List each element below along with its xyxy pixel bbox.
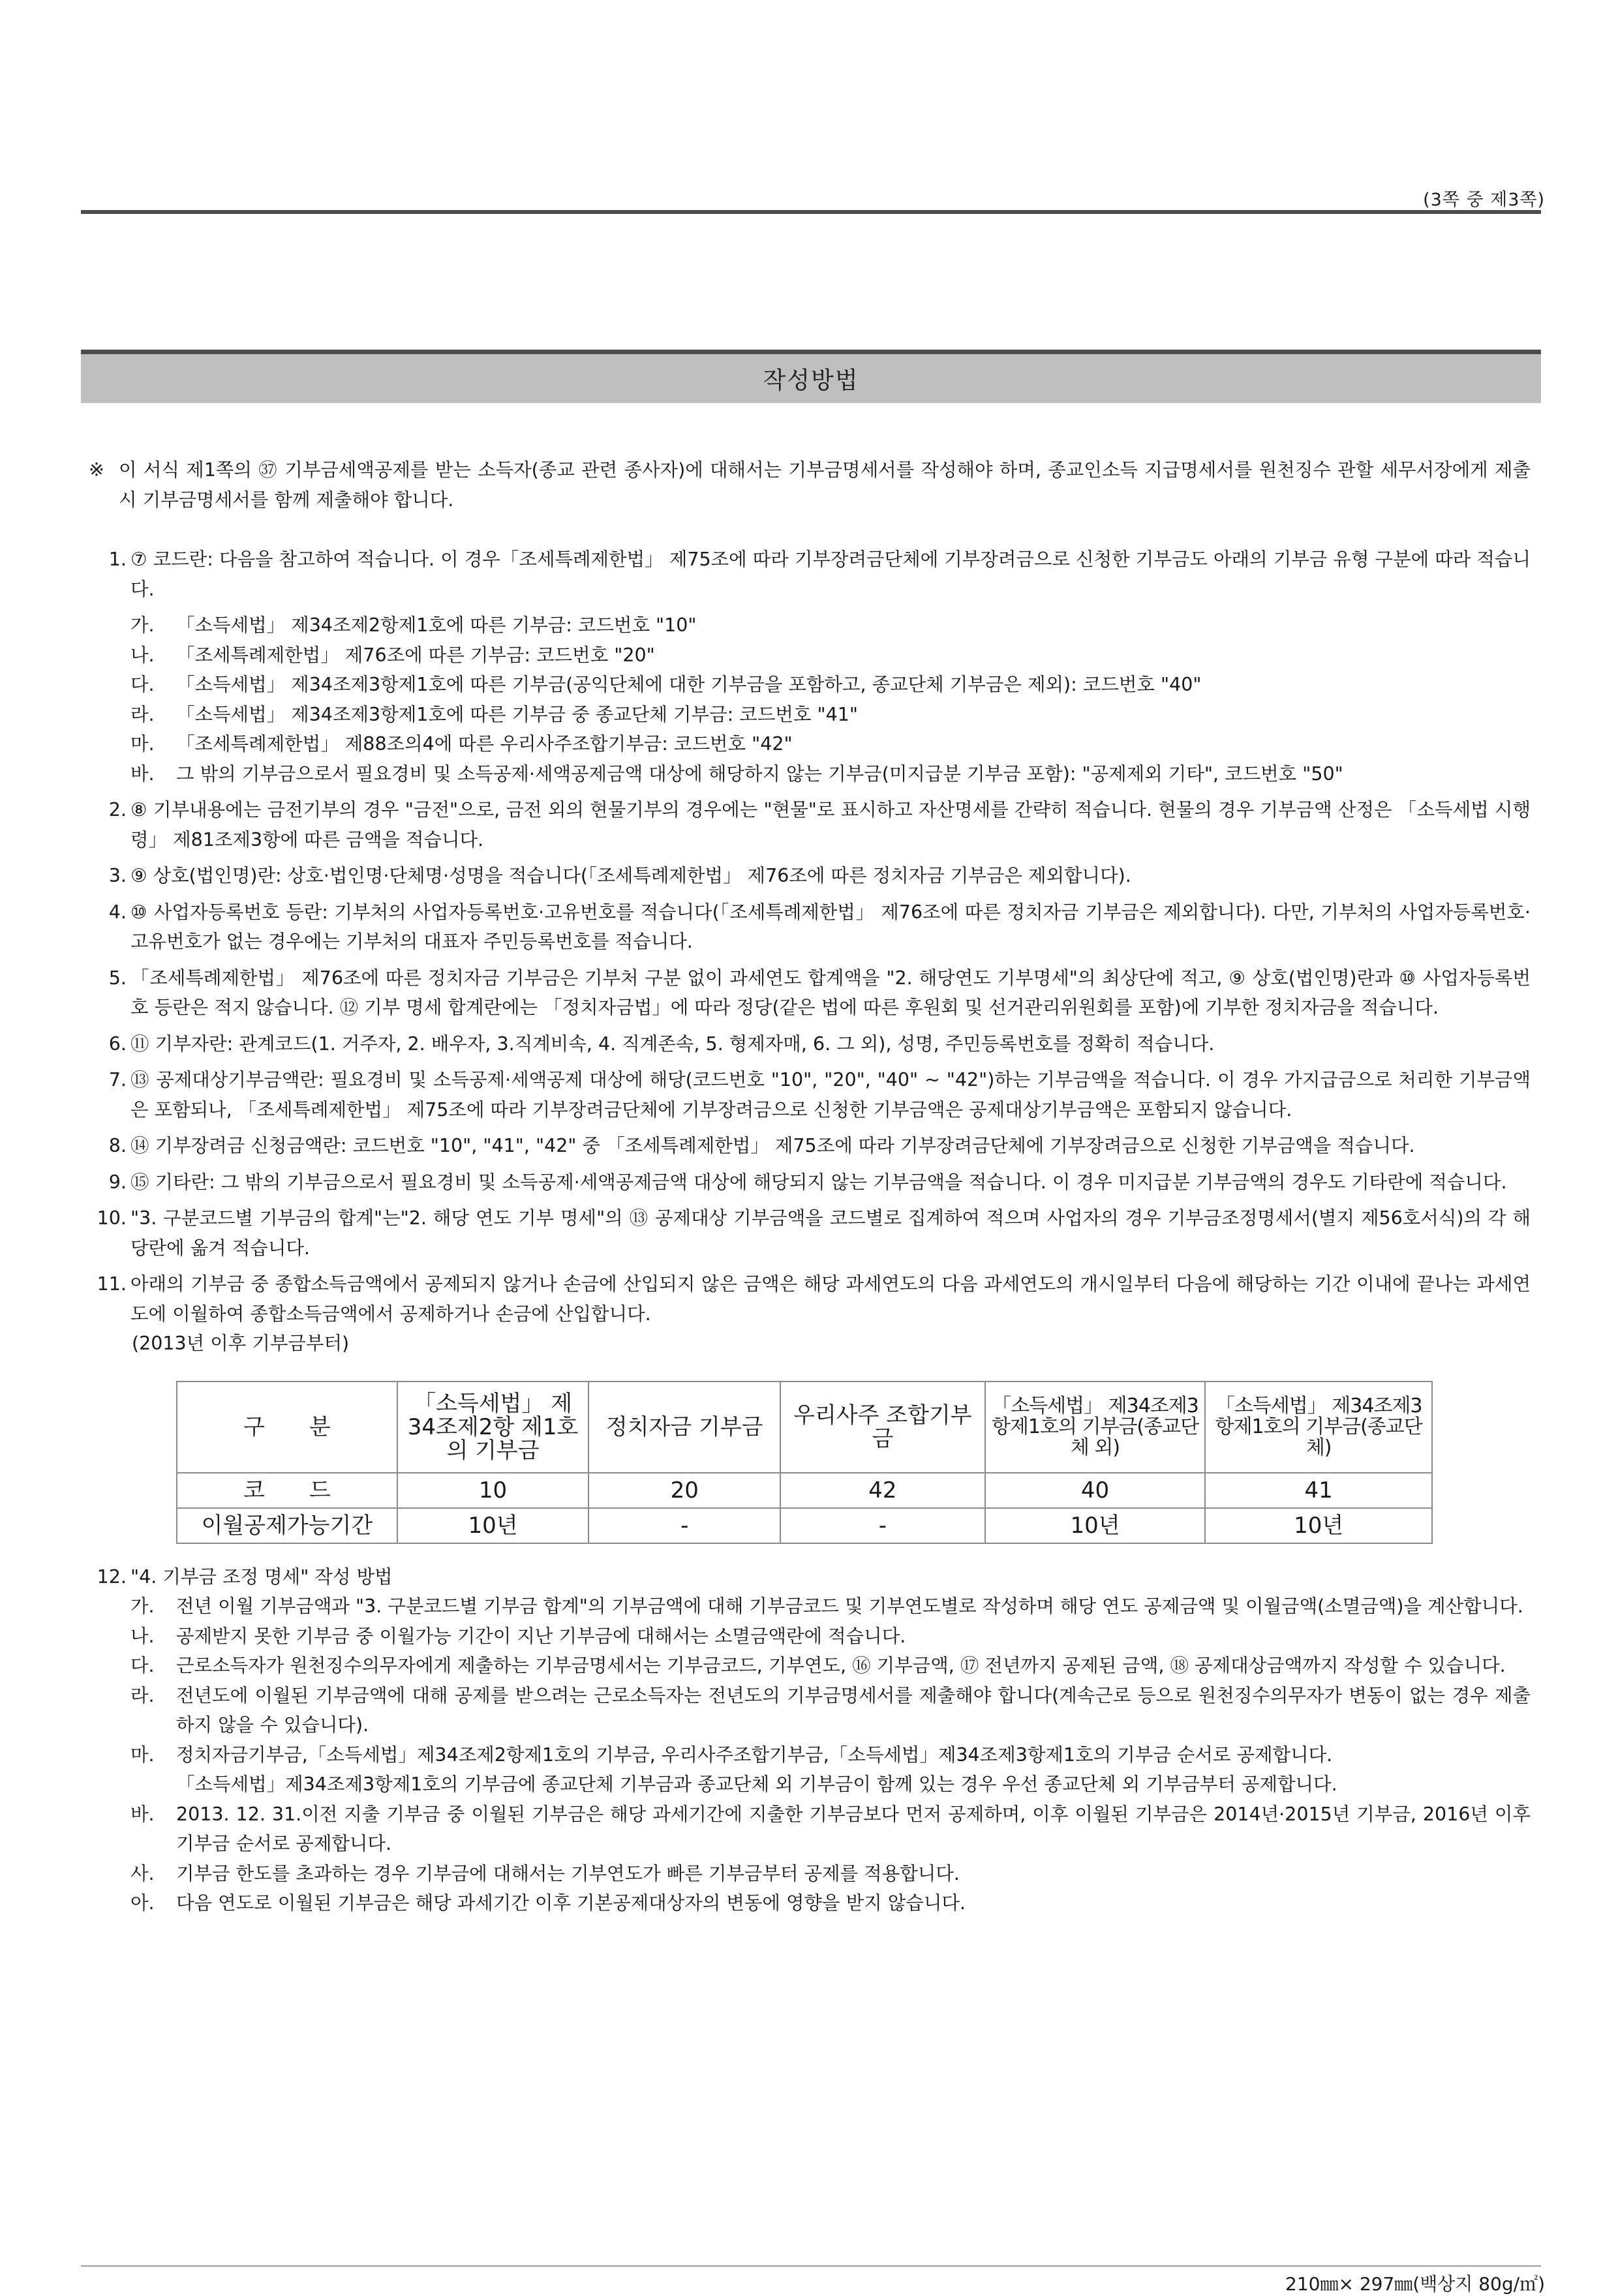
item-text: ⑬ 공제대상기부금액란: 필요경비 및 소득공제·세액공제 대상에 해당(코드번호 "10", "20", "40" ~ "42")하는 기부금액을 적습니다. 이 경우 가지급금으로 처리한 기부금액은 포함되나, 「조세특례제한법」 제75조에 따라 기부장려금단체에 기부장려금으로 신청한 기부금액은 공제대상기부금액은 포함되지 않습니다. bbox=[130, 1069, 1531, 1121]
paper-spec-footer: 210㎜× 297㎜(백상지 80g/㎡) bbox=[1285, 2273, 1545, 2295]
sub-label: 아. bbox=[130, 1892, 155, 1914]
section-title: 작성방법 bbox=[763, 367, 859, 394]
sub-item bbox=[130, 1622, 1531, 1652]
item-number: 1. bbox=[108, 549, 127, 570]
sub-text: 정치자금기부금,「소득세법」제34조제2항제1호의 기부금, 우리사주조합기부금,「소득세법」제34조제3항제1호의 기부금 순서로 공제합니다. bbox=[176, 1744, 1333, 1766]
item-text: ⑩ 사업자등록번호 등란: 기부처의 사업자등록번호·고유번호를 적습니다(「조세특례제한법」 제76조에 따른 정치자금 기부금은 제외합니다). 다만, 기부처의 사업자등록번호·고유번호가 없는 경우에는 기부처의 대표자 주민등록번호를 적습니다. bbox=[130, 901, 1531, 952]
sub-text: 2013. 12. 31.이전 지출 기부금 중 이월된 기부금은 해당 과세기간에 지출한 기부금보다 먼저 공제하며, 이후 이월된 기부금은 2014년·2015년 기부금, 2016년 이후 기부금 순서로 공제합니다. bbox=[176, 1803, 1531, 1854]
item-text: "3. 구분코드별 기부금의 합계"는"2. 해당 연도 기부 명세"의 ⑬ 공제대상 기부금액을 코드별로 집계하여 적으며 사업자의 경우 기부금조정명세서(별지 제56호서식)의 각 해당란에 옮겨 적습니다. bbox=[130, 1207, 1531, 1259]
sub-text: 「소득세법」 제34조제2항제1호에 따른 기부금: 코드번호 "10" bbox=[176, 614, 697, 636]
table-cell: 10년 bbox=[1205, 1508, 1432, 1543]
sub-item bbox=[130, 700, 1531, 730]
item-text: "4. 기부금 조정 명세" 작성 방법 bbox=[130, 1565, 393, 1588]
item-number: 4. bbox=[108, 901, 127, 923]
page-number: (3쪽 중 제3쪽) bbox=[1423, 190, 1545, 210]
table-cell: 10년 bbox=[397, 1508, 589, 1543]
sub-label: 마. bbox=[130, 1744, 155, 1766]
table-cell: - bbox=[588, 1508, 780, 1543]
column-header: 「소득세법」 제34조제3항제1호의 기부금(종교단체 외) bbox=[985, 1382, 1206, 1473]
instruction-item-6 bbox=[89, 1029, 1531, 1059]
sub-label: 다. bbox=[130, 674, 155, 695]
year-note: (2013년 이후 기부금부터) bbox=[132, 1333, 350, 1354]
item-text: 아래의 기부금 중 종합소득금액에서 공제되지 않거나 손금에 산입되지 않은 금액은 해당 과세연도의 다음 과세연도의 개시일부터 다음에 해당하는 기간 이내에 끝나는 과세연도에 이월하여 종합소득금액에서 공제하거나 손금에 산입합니다. bbox=[130, 1273, 1531, 1325]
item-text: ⑧ 기부내용에는 금전기부의 경우 "금전"으로, 금전 외의 현물기부의 경우에는 "현물"로 표시하고 자산명세를 간략히 적습니다. 현물의 경우 기부금액 산정은 「소득세법 시행령」 제81조제3항에 따른 금액을 적습니다. bbox=[130, 799, 1531, 851]
instructions-body bbox=[89, 455, 1531, 1925]
table-cell: 10년 bbox=[985, 1508, 1206, 1543]
item-text: ⑦ 코드란: 다음을 참고하여 적습니다. 이 경우「조세특례제한법」 제75조에 따라 기부장려금단체에 기부장려금으로 신청한 기부금도 아래의 기부금 유형 구분에 따라 적습니다. bbox=[130, 549, 1531, 600]
carryover-code-table bbox=[176, 1381, 1433, 1544]
sub-text: 공제받지 못한 기부금 중 이월가능 기간이 지난 기부금에 대해서는 소멸금액란에 적습니다. bbox=[176, 1625, 906, 1647]
notice-text: 이 서식 제1쪽의 ㊲ 기부금세액공제를 받는 소득자(종교 관련 종사자)에 대해서는 기부금명세서를 작성해야 하며, 종교인소득 지급명세서를 원천징수 관할 세무서장에게 제출 시 기부금명세서를 함께 제출해야 합니다. bbox=[119, 459, 1531, 511]
sub-item bbox=[130, 759, 1531, 789]
item-number: 2. bbox=[108, 799, 127, 821]
table-cell: 20 bbox=[588, 1473, 780, 1508]
instruction-item-11 bbox=[89, 1269, 1531, 1329]
sub-text: 근로소득자가 원천징수의무자에게 제출하는 기부금명세서는 기부금코드, 기부연도, ⑯ 기부금액, ⑰ 전년까지 공제된 금액, ⑱ 공제대상금액까지 작성할 수 있습니다. bbox=[176, 1655, 1506, 1676]
section-title-bar bbox=[81, 350, 1541, 403]
instruction-item-3 bbox=[89, 861, 1531, 891]
sub-item-continuation: 「소득세법」제34조제3항제1호의 기부금에 종교단체 기부금과 종교단체 외 기부금이 함께 있는 경우 우선 종교단체 외 기부금부터 공제합니다. bbox=[176, 1774, 1337, 1795]
adjustment-list bbox=[130, 1592, 1531, 1918]
sub-item bbox=[130, 611, 1531, 641]
column-header: 「소득세법」 제34조제2항 제1호의 기부금 bbox=[397, 1382, 589, 1473]
item-text: ⑭ 기부장려금 신청금액란: 코드번호 "10", "41", "42" 중 「조세특례제한법」 제75조에 따라 기부장려금단체에 기부장려금으로 신청한 기부금액을 적습니다. bbox=[130, 1135, 1415, 1156]
instruction-item-5 bbox=[89, 963, 1531, 1023]
instruction-item-10 bbox=[89, 1203, 1531, 1263]
sub-text: 그 밖의 기부금으로서 필요경비 및 소득공제·세액공제금액 대상에 해당하지 않는 기부금(미지급분 기부금 포함): "공제제외 기타", 코드번호 "50" bbox=[176, 763, 1343, 785]
table-cell: 41 bbox=[1205, 1473, 1432, 1508]
sub-item bbox=[130, 729, 1531, 759]
item-number: 3. bbox=[108, 865, 127, 886]
sub-item bbox=[130, 670, 1531, 700]
instruction-item-2 bbox=[89, 795, 1531, 854]
top-rule bbox=[81, 210, 1541, 214]
sub-text: 「소득세법」 제34조제3항제1호에 따른 기부금 중 종교단체 기부금: 코드번호 "41" bbox=[176, 703, 858, 725]
sub-label: 나. bbox=[130, 1625, 155, 1647]
item-number: 8. bbox=[108, 1135, 127, 1156]
sub-item bbox=[130, 1592, 1531, 1622]
sub-label: 마. bbox=[130, 733, 155, 755]
item-number: 12. bbox=[97, 1565, 127, 1588]
sub-label: 다. bbox=[130, 1655, 155, 1676]
table-cell: - bbox=[780, 1508, 985, 1543]
item-number: 5. bbox=[108, 967, 127, 989]
column-header: 정치자금 기부금 bbox=[588, 1382, 780, 1473]
sub-text: 「조세특례제한법」 제88조의4에 따른 우리사주조합기부금: 코드번호 "42" bbox=[176, 733, 793, 755]
item-number: 6. bbox=[108, 1033, 127, 1055]
table-row-period bbox=[177, 1508, 1432, 1543]
sub-item bbox=[130, 1740, 1531, 1770]
sub-label: 라. bbox=[130, 703, 155, 725]
row-label: 코 드 bbox=[177, 1473, 397, 1508]
notice-paragraph bbox=[89, 455, 1531, 515]
sub-label: 나. bbox=[130, 644, 155, 666]
instruction-item-12 bbox=[89, 1562, 1531, 1918]
sub-item bbox=[130, 1859, 1531, 1889]
sub-text: 다음 연도로 이월된 기부금은 해당 과세기간 이후 기본공제대상자의 변동에 영향을 받지 않습니다. bbox=[176, 1892, 966, 1914]
item-text: ⑮ 기타란: 그 밖의 기부금으로서 필요경비 및 소득공제·세액공제금액 대상에 해당되지 않는 기부금액을 적습니다. 이 경우 미지급분 기부금액의 경우도 기타란에 적습니다. bbox=[130, 1171, 1507, 1193]
reference-mark: ※ bbox=[89, 459, 104, 481]
instruction-item-1 bbox=[89, 545, 1531, 789]
sub-item bbox=[130, 641, 1531, 671]
sub-label: 가. bbox=[130, 614, 155, 636]
sub-label: 바. bbox=[130, 763, 155, 785]
column-header: 「소득세법」 제34조제3항제1호의 기부금(종교단체) bbox=[1205, 1382, 1432, 1473]
sub-item bbox=[130, 1681, 1531, 1740]
sub-text: 전년도에 이월된 기부금액에 대해 공제를 받으려는 근로소득자는 전년도의 기부금명세서를 제출해야 합니다(계속근로 등으로 원천징수의무자가 변동이 없는 경우 제출하지 않을 수 있습니다). bbox=[176, 1684, 1531, 1736]
item-text: ⑪ 기부자란: 관계코드(1. 거주자, 2. 배우자, 3.직계비속, 4. 직계존속, 5. 형제자매, 6. 그 외), 성명, 주민등록번호를 정확히 적습니다. bbox=[130, 1033, 1215, 1055]
row-label: 이월공제가능기간 bbox=[177, 1508, 397, 1543]
instruction-item-4 bbox=[89, 898, 1531, 957]
table-header-row bbox=[177, 1382, 1432, 1473]
sub-item bbox=[130, 1800, 1531, 1859]
instruction-item-8 bbox=[89, 1131, 1531, 1161]
sub-text: 기부금 한도를 초과하는 경우 기부금에 대해서는 기부연도가 빠른 기부금부터 공제를 적용합니다. bbox=[176, 1862, 960, 1884]
table-row-code bbox=[177, 1473, 1432, 1508]
code-list bbox=[130, 611, 1531, 789]
table-cell: 42 bbox=[780, 1473, 985, 1508]
sub-text: 「소득세법」 제34조제3항제1호에 따른 기부금(공익단체에 대한 기부금을 포함하고, 종교단체 기부금은 제외): 코드번호 "40" bbox=[176, 674, 1202, 695]
item-text: ⑨ 상호(법인명)란: 상호·법인명·단체명·성명을 적습니다(「조세특례제한법」 제76조에 따른 정치자금 기부금은 제외합니다). bbox=[130, 865, 1131, 886]
table-cell: 40 bbox=[985, 1473, 1206, 1508]
row-label: 구 분 bbox=[177, 1382, 397, 1473]
item-number: 11. bbox=[97, 1273, 127, 1295]
item-number: 7. bbox=[108, 1069, 127, 1091]
item-number: 10. bbox=[97, 1207, 127, 1229]
sub-label: 바. bbox=[130, 1803, 155, 1825]
instruction-item-9 bbox=[89, 1168, 1531, 1198]
sub-label: 가. bbox=[130, 1595, 155, 1617]
sub-text: 「조세특례제한법」 제76조에 따른 기부금: 코드번호 "20" bbox=[176, 644, 655, 666]
sub-item bbox=[130, 1888, 1531, 1918]
bottom-rule bbox=[81, 2265, 1541, 2267]
sub-label: 사. bbox=[130, 1862, 155, 1884]
sub-label: 라. bbox=[130, 1684, 155, 1706]
item-number: 9. bbox=[108, 1171, 127, 1193]
sub-text: 전년 이월 기부금액과 "3. 구분코드별 기부금 합계"의 기부금액에 대해 기부금코드 및 기부연도별로 작성하며 해당 연도 공제금액 및 이월금액(소멸금액)을 계산합니다. bbox=[176, 1595, 1523, 1617]
table-cell: 10 bbox=[397, 1473, 589, 1508]
item-text: 「조세특례제한법」 제76조에 따른 정치자금 기부금은 기부처 구분 없이 과세연도 합계액을 "2. 해당연도 기부명세"의 최상단에 적고, ⑨ 상호(법인명)란과 ⑩ 사업자등록번호 등란은 적지 않습니다. ⑫ 기부 명세 합계란에는 「정치자금법」에 따라 정당(같은 법에 따른 후원회 및 선거관리위원회를 포함)에 기부한 정치자금을 적습니다. bbox=[130, 967, 1531, 1018]
sub-item bbox=[130, 1651, 1531, 1681]
column-header: 우리사주 조합기부금 bbox=[780, 1382, 985, 1473]
instruction-item-7 bbox=[89, 1065, 1531, 1125]
